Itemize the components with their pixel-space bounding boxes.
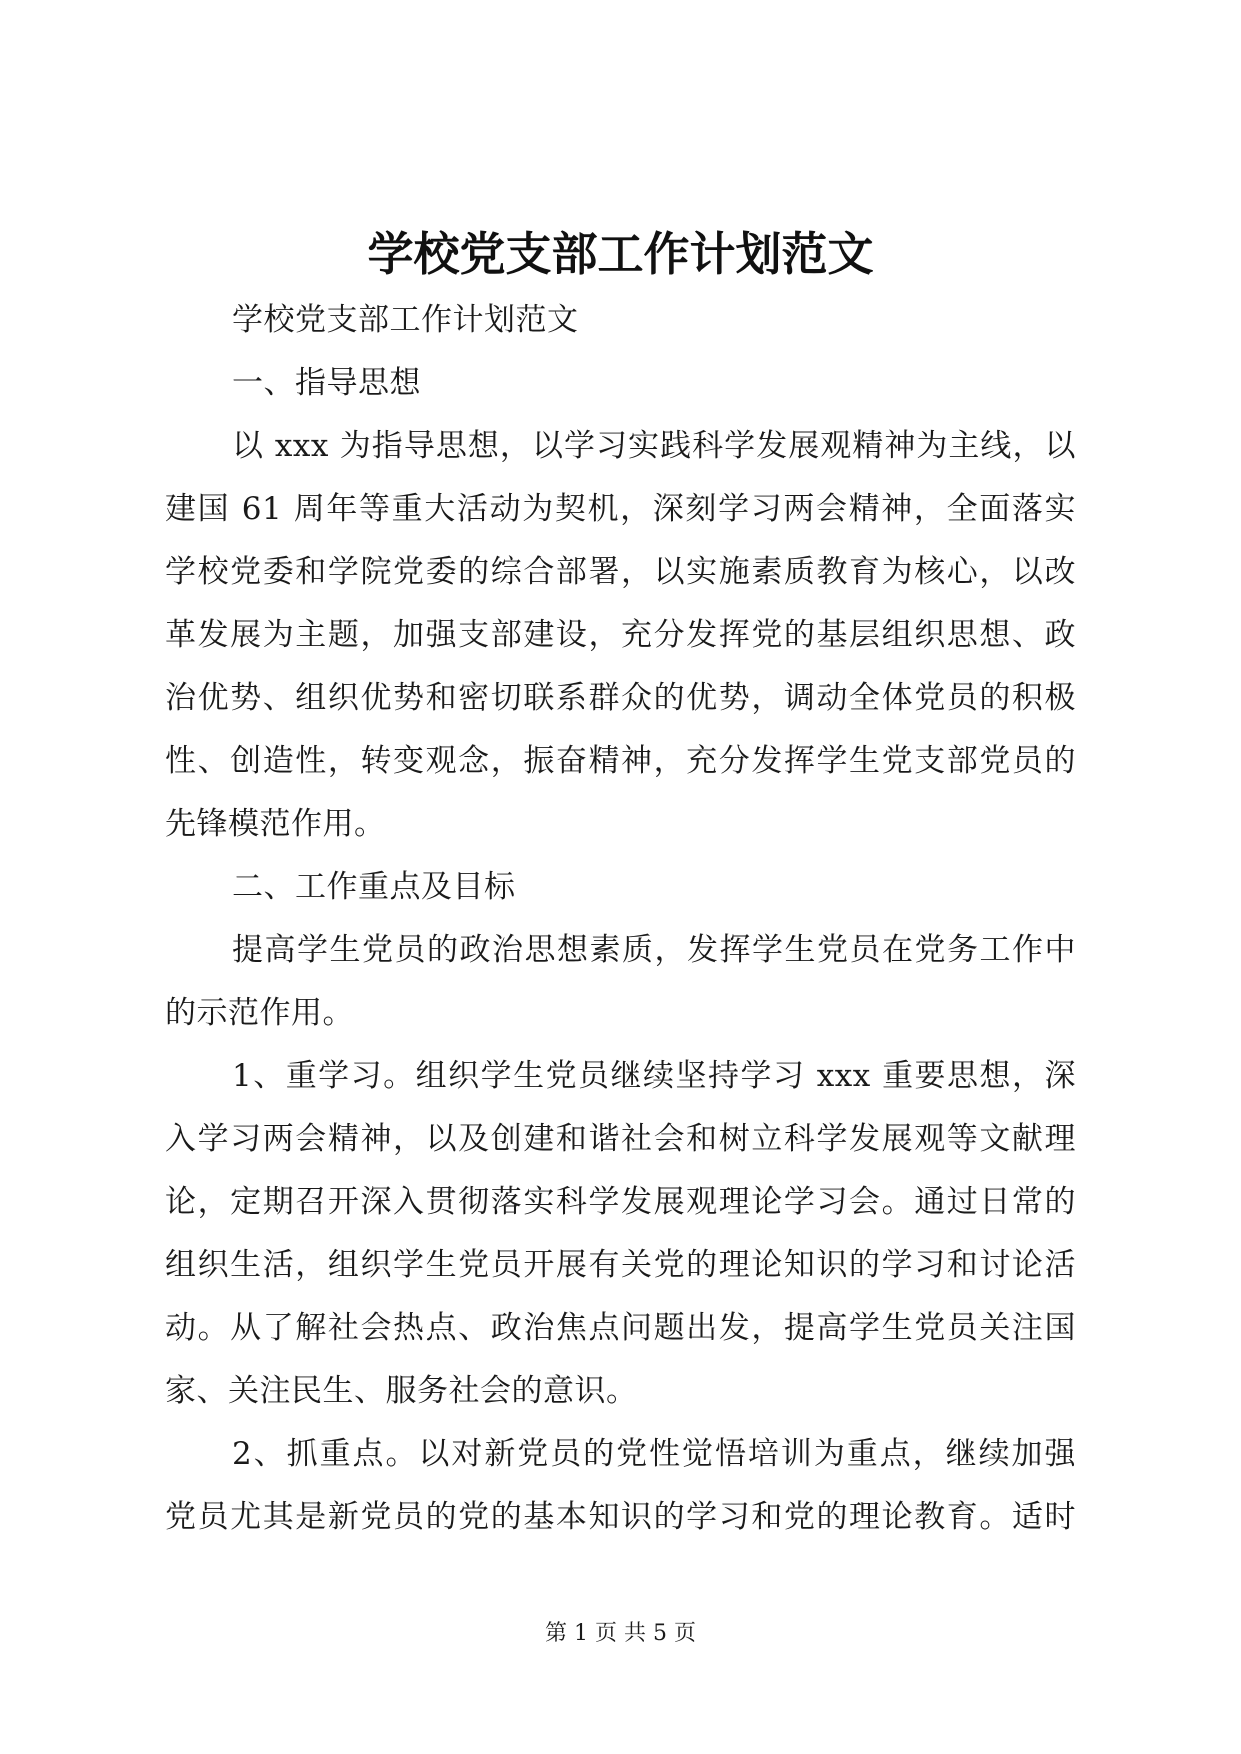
text-line: 以 xxx 为指导思想，以学习实践科学发展观精神为主线，以 [232, 428, 1076, 464]
text-line: 动。从了解社会热点、政治焦点问题出发，提高学生党员关注国 [165, 1310, 1076, 1346]
paragraph-guiding-ideology [165, 415, 1076, 856]
text-line: 家、关注民生、服务社会的意识。 [165, 1373, 638, 1409]
text-line: 2、抓重点。以对新党员的党性觉悟培训为重点，继续加强 [232, 1436, 1076, 1472]
text-line: 1、重学习。组织学生党员继续坚持学习 xxx 重要思想，深 [232, 1058, 1076, 1094]
text-line: 提高学生党员的政治思想素质，发挥学生党员在党务工作中 [232, 932, 1076, 968]
text-line: 先锋模范作用。 [165, 806, 386, 842]
text-line: 性、创造性，转变观念，振奋精神，充分发挥学生党支部党员的 [165, 743, 1076, 779]
paragraph-heading-guiding-ideology [165, 352, 1076, 415]
paragraph-item-2 [165, 1423, 1076, 1549]
section-heading: 一、指导思想 [232, 365, 421, 401]
paragraph-subtitle [165, 289, 1076, 352]
text-line: 学校党委和学院党委的综合部署，以实施素质教育为核心，以改 [165, 554, 1076, 590]
paragraph-item-1 [165, 1045, 1076, 1423]
text-line: 党员尤其是新党员的党的基本知识的学习和党的理论教育。适时 [165, 1499, 1076, 1535]
section-heading: 二、工作重点及目标 [232, 869, 516, 905]
text-line: 组织生活，组织学生党员开展有关党的理论知识的学习和讨论活 [165, 1247, 1076, 1283]
text-line: 论，定期召开深入贯彻落实科学发展观理论学习会。通过日常的 [165, 1184, 1076, 1220]
text-line: 治优势、组织优势和密切联系群众的优势，调动全体党员的积极 [165, 680, 1076, 716]
paragraph-focus-goals [165, 919, 1076, 1045]
text-line: 学校党支部工作计划范文 [232, 302, 579, 338]
text-line: 的示范作用。 [165, 995, 354, 1031]
text-line: 建国 61 周年等重大活动为契机，深刻学习两会精神，全面落实 [165, 491, 1076, 527]
paragraph-heading-focus-goals [165, 856, 1076, 919]
text-line: 入学习两会精神，以及创建和谐社会和树立科学发展观等文献理 [165, 1121, 1076, 1157]
document-body [165, 289, 1076, 1549]
document-title: 学校党支部工作计划范文 [367, 227, 874, 281]
page-footer: 第 1 页 共 5 页 [545, 1621, 696, 1646]
text-line: 革发展为主题，加强支部建设，充分发挥党的基层组织思想、政 [165, 617, 1076, 653]
